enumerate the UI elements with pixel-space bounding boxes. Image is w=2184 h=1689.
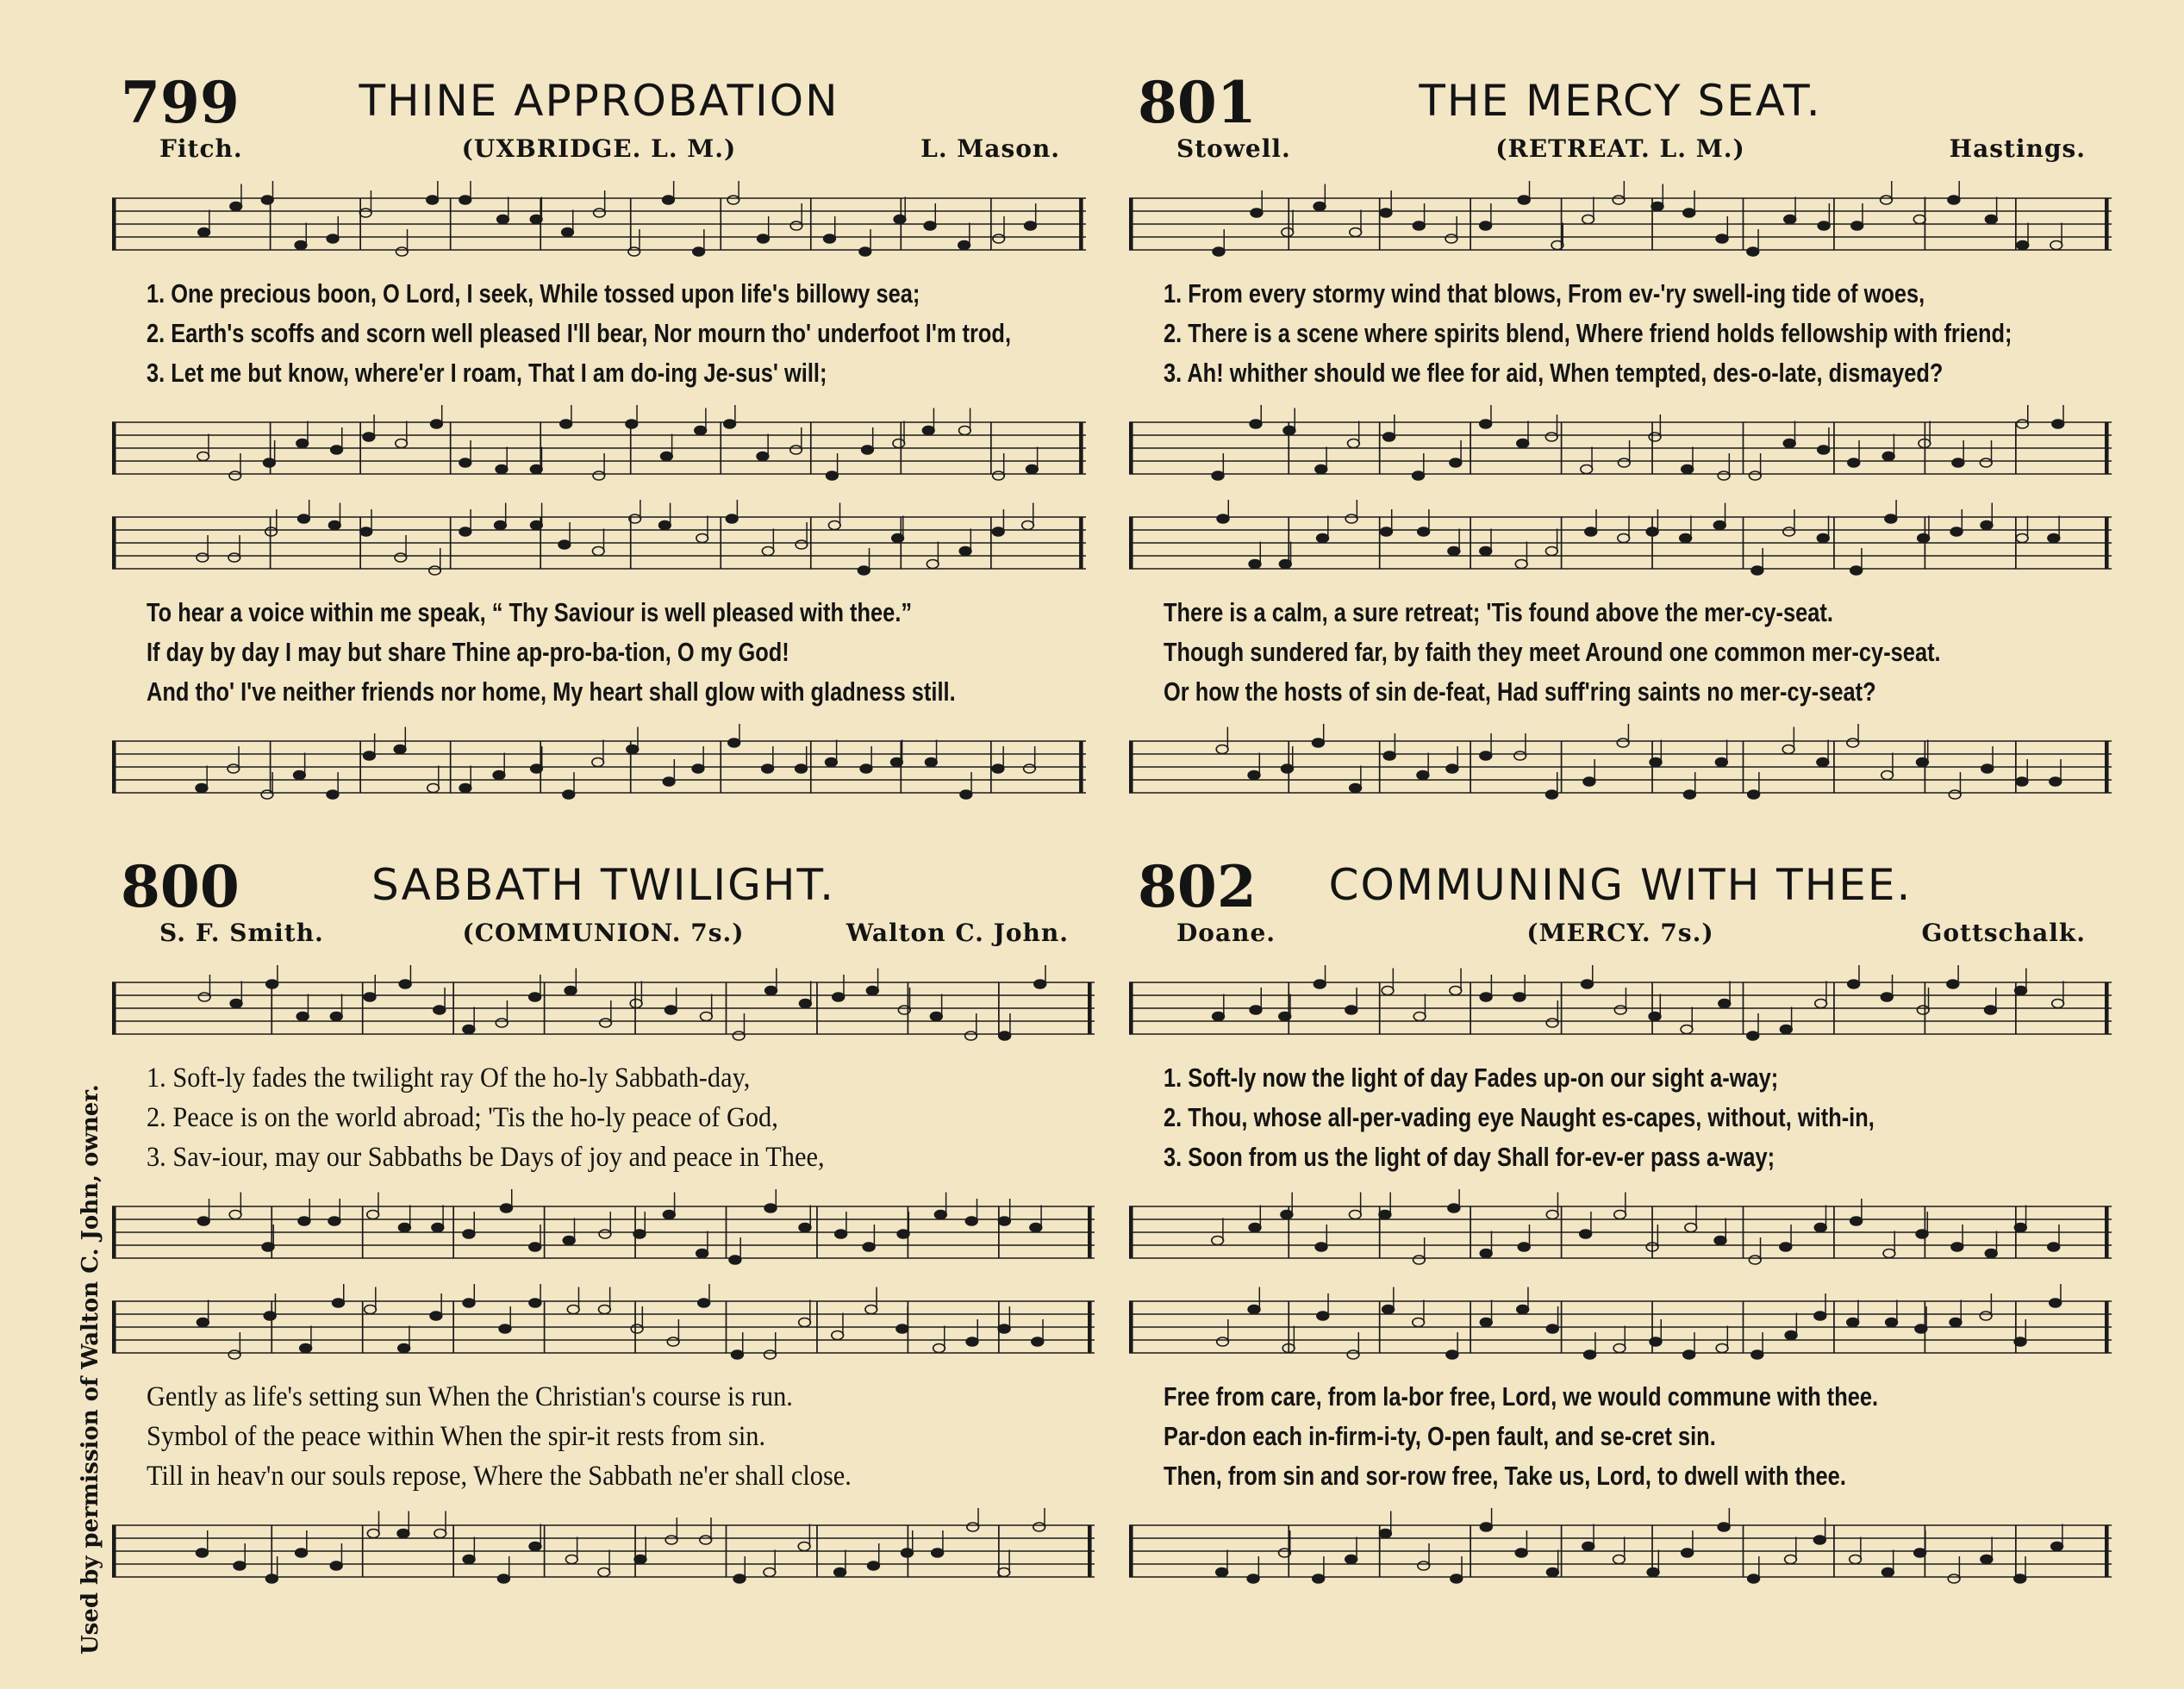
treble-staff (1129, 1284, 2112, 1370)
staff-lines (1129, 1189, 2112, 1275)
bass-staff (112, 724, 1086, 810)
hymn-author: S. F. Smith. (159, 919, 324, 947)
lyric-line: 3. Ah! whither should we flee for aid, When tempted, des-o-late, dismayed? (1164, 358, 1944, 388)
hymn-title: THE MERCY SEAT. (1419, 76, 1822, 126)
staff-lines (112, 1189, 1095, 1275)
hymn-credits (112, 129, 1086, 172)
bass-staff (112, 405, 1086, 491)
staff-lines (1129, 724, 2112, 810)
lyric-line: Till in heav'n our souls repose, Where the Sabbath ne'er shall close. (147, 1461, 852, 1492)
hymn-800 (112, 853, 1095, 1594)
lyrics-block (147, 1377, 1086, 1506)
lyric-line: Symbol of the peace within When the spir-it rests from sin. (147, 1421, 766, 1452)
lyric-line: Though sundered far, by faith they meet Around one common mer-cy-seat. (1164, 637, 1941, 667)
music-system (112, 491, 1086, 810)
staff-lines (112, 181, 1086, 267)
lyrics-block (1164, 1058, 2103, 1187)
lyric-line: And tho' I've neither friends nor home, My heart shall glow with gladness still. (147, 676, 956, 707)
lyric-line: 2. Earth's scoffs and scorn well pleased I'll bear, Nor mourn tho' underfoot I'm trod, (147, 318, 1012, 348)
staff-lines (112, 724, 1086, 810)
lyric-line: Then, from sin and sor-row free, Take us, Lord, to dwell with thee. (1164, 1461, 1846, 1491)
lyric-line: Or how the hosts of sin de-feat, Had suff'ring saints no mer-cy-seat? (1164, 676, 1876, 707)
bass-staff (1129, 1189, 2112, 1275)
lyrics-block (147, 274, 1077, 403)
lyric-line: 3. Let me but know, where'er I roam, That I am do-ing Je-sus' will; (147, 358, 827, 388)
hymn-number: 802 (1138, 853, 1257, 920)
lyric-line: There is a calm, a sure retreat; 'Tis found above the mer-cy-seat. (1164, 597, 1833, 627)
lyrics-block (1164, 1377, 2103, 1506)
lyric-line: 1. One precious boon, O Lord, I seek, While tossed upon life's billowy sea; (147, 278, 920, 309)
lyric-line: 2. There is a scene where spirits blend, Where friend holds fellowship with friend; (1164, 318, 2012, 348)
bass-staff (1129, 1508, 2112, 1594)
lyric-line: 2. Peace is on the world abroad; 'Tis the ho-ly peace of God, (147, 1102, 778, 1133)
lyric-line: 1. Soft-ly now the light of day Fades up-on our sight a-way; (1164, 1063, 1779, 1093)
hymn-composer: Walton C. John. (846, 919, 1069, 947)
treble-staff (1129, 500, 2112, 586)
lyric-line: 2. Thou, whose all-per-vading eye Naught es-capes, without, with-in, (1164, 1102, 1875, 1132)
treble-staff (112, 181, 1086, 267)
lyric-line: Free from care, from la-bor free, Lord, we would commune with thee. (1164, 1381, 1879, 1412)
staff-lines (1129, 965, 2112, 1051)
treble-staff (1129, 965, 2112, 1051)
hymn-author: Doane. (1176, 919, 1276, 947)
staff-lines (1129, 181, 2112, 267)
staff-lines (112, 405, 1086, 491)
hymn-header (112, 853, 1095, 920)
lyric-line: 3. Soon from us the light of day Shall for-ev-er pass a-way; (1164, 1142, 1775, 1172)
music-system (1129, 1275, 2112, 1594)
hymn-credits (112, 913, 1095, 957)
bass-staff (112, 1189, 1095, 1275)
hymn-tune: (UXBRIDGE. L. M.) (461, 134, 737, 163)
staff-lines (112, 1508, 1095, 1594)
hymn-title: THINE APPROBATION (359, 76, 839, 126)
treble-staff (112, 500, 1086, 586)
hymn-tune: (RETREAT. L. M.) (1495, 134, 1745, 163)
bass-staff (1129, 724, 2112, 810)
hymn-tune: (MERCY. 7s.) (1526, 919, 1714, 947)
lyrics-block (147, 593, 1077, 722)
music-system (1129, 491, 2112, 810)
lyric-line: 1. Soft-ly fades the twilight ray Of the ho-ly Sabbath-day, (147, 1063, 751, 1094)
hymn-number: 801 (1138, 69, 1257, 136)
staff-lines (112, 1284, 1095, 1370)
hymn-header (1129, 69, 2112, 136)
music-system (112, 1275, 1095, 1594)
hymn-title: COMMUNING WITH THEE. (1328, 860, 1913, 910)
staff-lines (1129, 405, 2112, 491)
bass-staff (112, 1508, 1095, 1594)
hymn-802 (1129, 853, 2112, 1594)
music-system (112, 172, 1086, 491)
lyric-line: To hear a voice within me speak, “ Thy Saviour is well pleased with thee.” (147, 597, 913, 627)
staff-lines (112, 500, 1086, 586)
treble-staff (1129, 181, 2112, 267)
hymn-composer: L. Mason. (920, 134, 1060, 163)
music-system (1129, 957, 2112, 1275)
hymn-header (112, 69, 1086, 136)
hymn-credits (1129, 129, 2112, 172)
staff-lines (1129, 500, 2112, 586)
hymn-composer: Gottschalk. (1921, 919, 2086, 947)
hymn-number: 800 (121, 853, 240, 920)
lyrics-block (147, 1058, 1086, 1187)
hymn-801 (1129, 69, 2112, 810)
hymn-credits (1129, 913, 2112, 957)
lyric-line: Gently as life's setting sun When the Christian's course is run. (147, 1381, 793, 1412)
hymn-composer: Hastings. (1949, 134, 2086, 163)
treble-staff (112, 1284, 1095, 1370)
staff-lines (112, 965, 1095, 1051)
lyric-line: If day by day I may but share Thine ap-pro-ba-tion, O my God! (147, 637, 789, 667)
music-system (1129, 172, 2112, 491)
staff-lines (1129, 1508, 2112, 1594)
lyric-line: Par-don each in-firm-i-ty, O-pen fault, and se-cret sin. (1164, 1421, 1716, 1451)
lyric-line: 1. From every stormy wind that blows, From ev-'ry swell-ing tide of woes, (1164, 278, 1925, 309)
staff-lines (1129, 1284, 2112, 1370)
hymn-author: Stowell. (1176, 134, 1291, 163)
lyrics-block (1164, 593, 2103, 722)
hymn-title: SABBATH TWILIGHT. (371, 860, 835, 910)
lyrics-block (1164, 274, 2103, 403)
bass-staff (1129, 405, 2112, 491)
hymn-tune: (COMMUNION. 7s.) (462, 919, 745, 947)
hymn-header (1129, 853, 2112, 920)
music-system (112, 957, 1095, 1275)
permission-note: Used by permission of Walton C. John, owner. (78, 1084, 103, 1655)
hymn-number: 799 (121, 69, 240, 136)
hymn-author: Fitch. (159, 134, 243, 163)
hymn-799 (112, 69, 1086, 810)
lyric-line: 3. Sav-iour, may our Sabbaths be Days of joy and peace in Thee, (147, 1142, 825, 1173)
treble-staff (112, 965, 1095, 1051)
